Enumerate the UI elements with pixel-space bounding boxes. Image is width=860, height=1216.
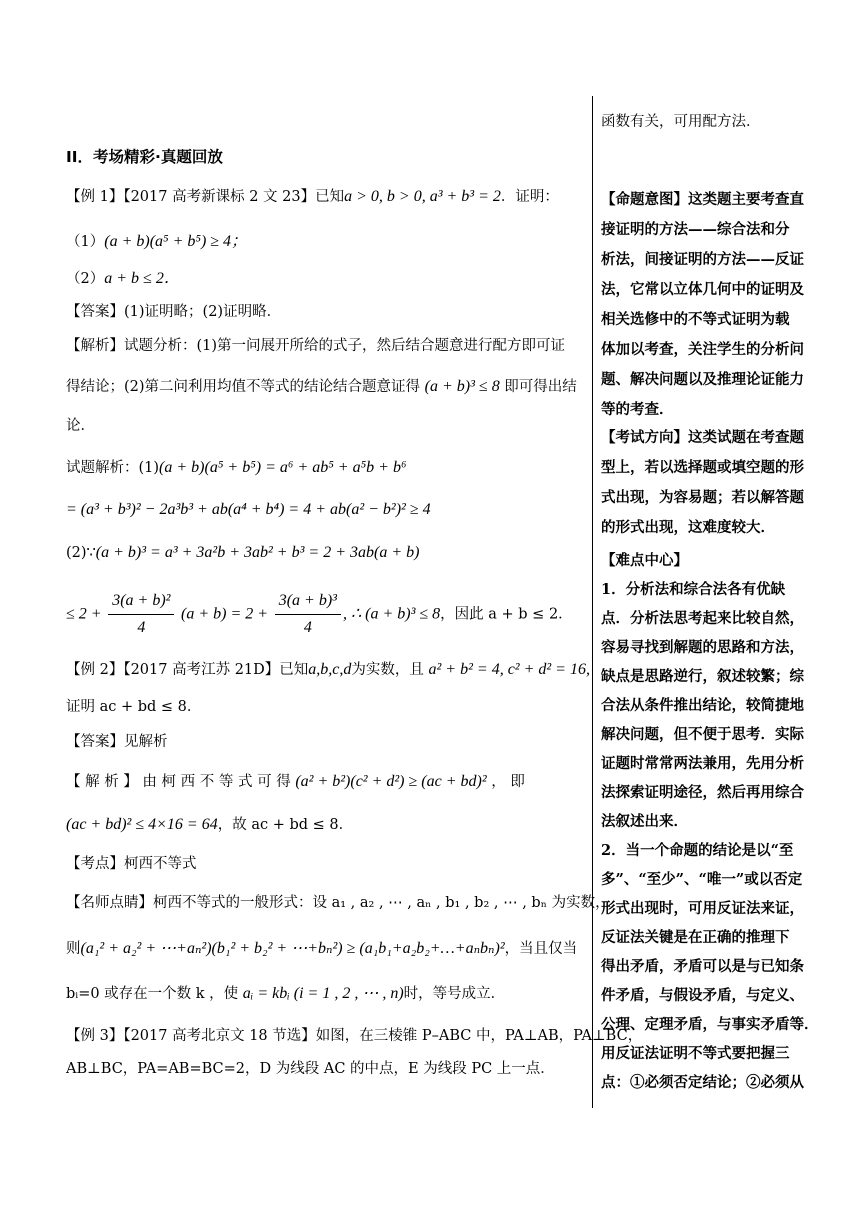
side-line: 形式出现时，可用反证法来证，: [601, 900, 804, 917]
example-2-mid: 为实数，且: [351, 662, 424, 678]
side-line: 等的考查．: [601, 401, 674, 418]
side-line: 反证法关键是在正确的推理下: [601, 929, 790, 946]
side-line: 解决问题，但不便于思考．实际: [601, 726, 804, 743]
example-1-analysis-line-2: [66, 377, 577, 397]
solution-line-3: [66, 543, 419, 563]
example-2-result-tail: ，故 ac + bd ≤ 8．: [217, 817, 354, 833]
example-2-analysis: [66, 772, 525, 792]
solution-label: 试题解析：(1): [66, 460, 160, 476]
side-line: 的形式出现，这难度较大．: [601, 519, 775, 536]
example-2-tip-line-1: 【名师点睛】柯西不等式的一般形式：设 a₁ , a₂ , ⋯ , aₙ , b₁ , b₂ , ⋯ , bₙ 为实数，: [66, 895, 610, 911]
example-1-condition: a > 0, b > 0, a³ + b³ = 2: [344, 188, 501, 205]
example-2-kaodian: 【考点】柯西不等式: [66, 856, 197, 872]
example-1-statement: [66, 187, 559, 207]
side-line: 缺点是思路逆行，叙述较繁；综: [601, 668, 804, 685]
side-line: 接证明的方法——综合法和分: [601, 221, 790, 238]
general-cauchy-expression: (a₁² + a₂² + ⋯+aₙ²)(b₁² + b₂² + ⋯+bₙ²) ≥ (a₁b₁+a₂b₂+…+aₙbₙ)²: [80, 940, 505, 957]
example-2-analysis-tail: ， 即: [491, 774, 525, 790]
solution-expression-2: = (a³ + b³)² − 2a³b³ + ab(a⁴ + b⁴) = 4 + ab(a² − b²)² ≥ 4: [66, 501, 431, 518]
example-2-answer: 【答案】见解析: [66, 734, 168, 750]
fraction-2-numerator: 3(a + b)³: [275, 590, 341, 615]
solution-expression-4a: ≤ 2 +: [66, 605, 102, 623]
part-2-label: （2）: [66, 271, 105, 287]
side-line: 【难点中心】: [601, 552, 688, 569]
side-line: 得出矛盾，矛盾可以是与已知条: [601, 958, 804, 975]
analysis-text-a: 得结论；(2)第二问利用均值不等式的结论结合题意证得: [66, 379, 421, 395]
example-1-lead: 【例 1】【2017 高考新课标 2 文 23】已知: [66, 189, 345, 205]
side-line: 1．分析法和综合法各有优缺: [601, 581, 786, 598]
solution-expression-4b: (a + b) = 2 +: [181, 605, 269, 623]
solution-line-1: [66, 458, 407, 478]
column-divider: [592, 96, 593, 1108]
side-line: 点：①必须否定结论；②必须从: [601, 1074, 804, 1091]
section-heading: II．考场精彩·真题回放: [66, 148, 223, 166]
example-2-tip-line-2: [66, 939, 577, 959]
example-1-analysis-line-1: 【解析】试题分析：(1)第一问展开所给的式子，然后结合题意进行配方即可证: [66, 338, 566, 354]
side-line: 2．当一个命题的结论是以“至: [601, 842, 794, 859]
tip-condition-tail: 时，等号成立．: [403, 986, 506, 1002]
example-2-statement: [66, 660, 590, 680]
tip-condition-text: bᵢ=0 或存在一个数 k ，使: [66, 986, 239, 1002]
solution-expression-1: (a + b)(a⁵ + b⁵) = a⁶ + ab⁵ + a⁵b + b⁶: [159, 459, 407, 476]
example-1-prove: ．证明：: [500, 189, 559, 205]
tip-suffix: ，当且仅当: [504, 941, 578, 957]
side-line: 法叙述出来．: [601, 813, 688, 830]
example-2-prove: 证明 ac + bd ≤ 8．: [66, 699, 202, 715]
analysis-expression: (a + b)³ ≤ 8: [424, 378, 500, 395]
example-3-line-1: 【例 3】【2017 高考北京文 18 节选】如图，在三棱锥 P–ABC 中，PA⊥AB，PA⊥BC，: [66, 1028, 643, 1044]
example-1-analysis-line-3: 论．: [66, 418, 95, 434]
fraction-2: [275, 590, 341, 639]
tip-prefix: 则: [66, 941, 81, 957]
solution-expression-3: (a + b)³ = a³ + 3a²b + 3ab² + b³ = 2 + 3ab(a + b): [95, 544, 420, 561]
fraction-1-numerator: 3(a + b)²: [108, 590, 174, 615]
example-2-lead: 【例 2】【2017 高考江苏 21D】已知: [66, 662, 309, 678]
side-line: 点．分析法思考起来比较自然，: [601, 610, 804, 627]
example-3-line-2: AB⊥BC，PA=AB=BC=2，D 为线段 AC 的中点，E 为线段 PC 上一点．: [66, 1061, 555, 1077]
solution-line-2: [66, 500, 431, 520]
side-line: 【命题意图】这类题主要考查直: [601, 191, 804, 208]
example-2-result: [66, 815, 353, 835]
fraction-1: [108, 590, 174, 639]
example-2-tip-line-3: [66, 984, 505, 1004]
side-line: 公理、定理矛盾，与事实矛盾等．: [601, 1016, 819, 1033]
example-2-analysis-text: 【 解 析 】 由 柯 西 不 等 式 可 得: [66, 774, 291, 790]
solution-expression-4c: , ∴ (a + b)³ ≤ 8: [342, 605, 441, 623]
side-line: 多”、“至少”、“唯一”或以否定: [601, 871, 803, 888]
fraction-1-denominator: 4: [137, 619, 146, 636]
side-line: 式出现，为容易题；若以解答题: [601, 489, 804, 506]
part-1-label: （1）: [66, 234, 105, 250]
example-1-answer: 【答案】(1)证明略；(2)证明略．: [66, 304, 282, 320]
side-line: 函数有关，可用配方法．: [601, 114, 761, 130]
cauchy-inequality-expression: (a² + b²)(c² + d²) ≥ (ac + bd)²: [295, 773, 487, 790]
tip-condition-expression: aᵢ = kbᵢ (i = 1 , 2 , ⋯ , n): [242, 985, 404, 1002]
side-line: 【考试方向】这类试题在考查题: [601, 429, 804, 446]
side-line: 题、解决问题以及推理论证能力: [601, 371, 804, 388]
example-1-part-2: [66, 269, 180, 289]
part-1-expression: (a + b)(a⁵ + b⁵) ≥ 4；: [104, 233, 248, 250]
solution-conclusion: ，因此 a + b ≤ 2．: [440, 606, 573, 623]
side-line: 合法从条件推出结论，较简捷地: [601, 697, 804, 714]
part-2-expression: a + b ≤ 2．: [104, 270, 180, 287]
analysis-text-b: 即可得出结: [504, 379, 577, 395]
example-2-condition: a² + b² = 4, c² + d² = 16,: [428, 661, 590, 678]
side-line: 型上，若以选择题或填空题的形: [601, 459, 804, 476]
side-line: 法，它常以立体几何中的证明及: [601, 281, 804, 298]
side-line: 件矛盾，与假设矛盾，与定义、: [601, 987, 804, 1004]
example-2-result-expression: (ac + bd)² ≤ 4×16 = 64: [66, 816, 218, 833]
side-line: 用反证法证明不等式要把握三: [601, 1045, 790, 1062]
fraction-2-denominator: 4: [303, 619, 312, 636]
side-line: 证题时常常两法兼用，先用分析: [601, 755, 804, 772]
example-2-variables: a,b,c,d: [308, 661, 352, 678]
side-line: 法探索证明途径，然后再用综合: [601, 784, 804, 801]
side-line: 容易寻找到解题的思路和方法，: [601, 639, 804, 656]
side-line: 体加以考查，关注学生的分析问: [601, 341, 804, 358]
solution-line-4: [66, 590, 573, 639]
example-1-part-1: [66, 232, 247, 252]
side-line: 相关选修中的不等式证明为载: [601, 311, 790, 328]
solution-part-2-label: (2)∵: [66, 545, 96, 561]
side-line: 析法，间接证明的方法——反证: [601, 251, 804, 268]
